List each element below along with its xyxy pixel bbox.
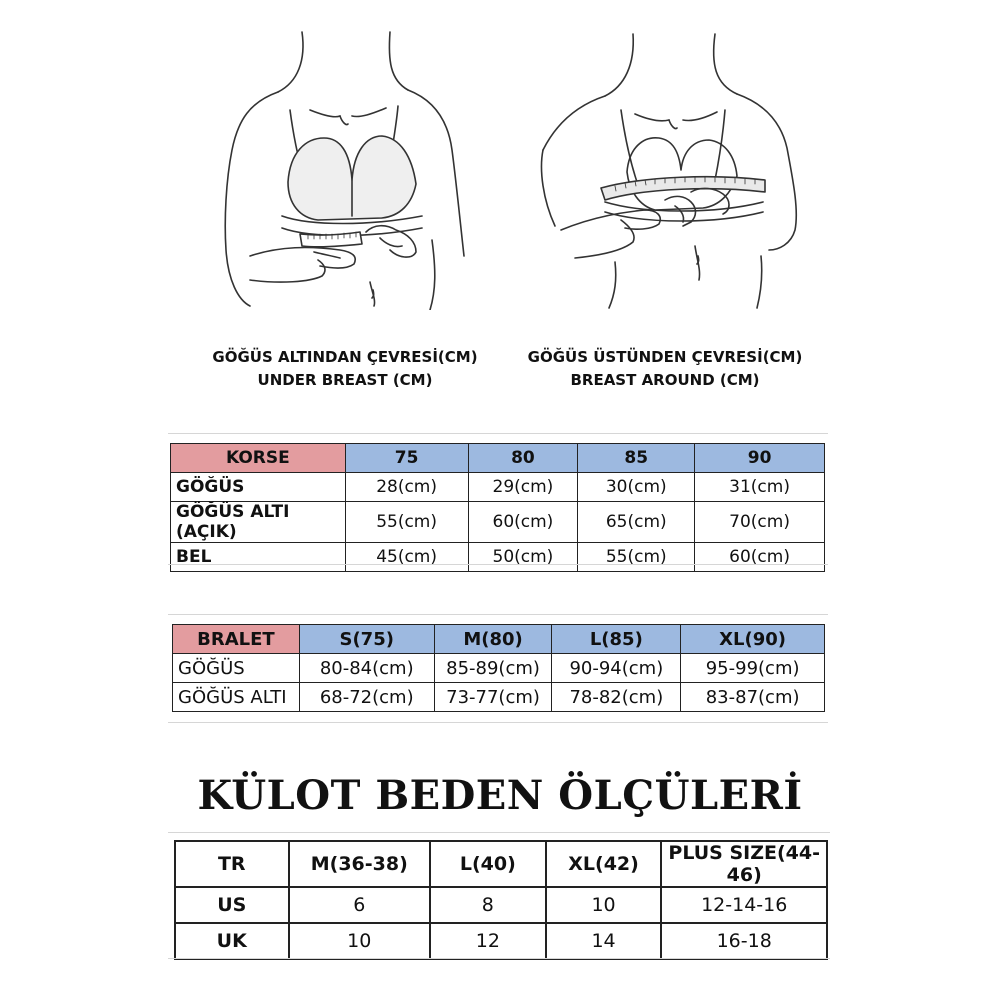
table-cell: 28(cm) — [345, 473, 468, 502]
table-cell: 83-87(cm) — [681, 683, 825, 712]
table-cell: 60(cm) — [695, 543, 825, 572]
kulot-header-size: L(40) — [430, 841, 546, 887]
kulot-header-label: TR — [175, 841, 289, 887]
korse-size-table — [170, 443, 825, 572]
breast-around-caption — [500, 346, 830, 392]
table-cell: 90-94(cm) — [552, 654, 681, 683]
table-cell: 12 — [430, 923, 546, 959]
bralet-header-row — [173, 625, 825, 654]
bralet-header-size: M(80) — [434, 625, 552, 654]
row-label: UK — [175, 923, 289, 959]
table-cell: 55(cm) — [345, 502, 468, 543]
table-cell: 80-84(cm) — [299, 654, 434, 683]
row-label: BEL — [171, 543, 346, 572]
under-breast-caption-en: UNDER BREAST (CM) — [257, 371, 433, 389]
korse-guide-line — [168, 564, 828, 565]
table-cell: 68-72(cm) — [299, 683, 434, 712]
table-cell: 78-82(cm) — [552, 683, 681, 712]
table-cell: 10 — [546, 887, 662, 923]
table-cell: 45(cm) — [345, 543, 468, 572]
row-label: GÖĞÜS ALTI — [173, 683, 300, 712]
row-label: GÖĞÜS ALTI (AÇIK) — [171, 502, 346, 543]
table-row — [173, 683, 825, 712]
row-label: GÖĞÜS — [171, 473, 346, 502]
kulot-header-size: PLUS SIZE(44-46) — [661, 841, 827, 887]
table-row — [171, 543, 825, 572]
bralet-header-label: BRALET — [173, 625, 300, 654]
kulot-header-size: XL(42) — [546, 841, 662, 887]
korse-header-label: KORSE — [171, 444, 346, 473]
table-cell: 6 — [289, 887, 431, 923]
table-cell: 30(cm) — [578, 473, 695, 502]
kulot-header-size: M(36-38) — [289, 841, 431, 887]
korse-header-size: 85 — [578, 444, 695, 473]
table-cell: 95-99(cm) — [681, 654, 825, 683]
under-breast-caption-tr: GÖĞÜS ALTINDAN ÇEVRESİ(CM) — [212, 348, 478, 366]
table-cell: 60(cm) — [468, 502, 578, 543]
table-row — [173, 654, 825, 683]
table-cell: 65(cm) — [578, 502, 695, 543]
table-cell: 8 — [430, 887, 546, 923]
table-cell: 70(cm) — [695, 502, 825, 543]
row-label: US — [175, 887, 289, 923]
kulot-guide-line — [168, 832, 830, 833]
breast-around-caption-tr: GÖĞÜS ÜSTÜNDEN ÇEVRESİ(CM) — [527, 348, 803, 366]
korse-header-size: 90 — [695, 444, 825, 473]
kulot-title: KÜLOT BEDEN ÖLÇÜLERİ — [197, 772, 803, 819]
table-cell: 50(cm) — [468, 543, 578, 572]
breast-around-measurement-illustration — [525, 30, 825, 310]
korse-header-row — [171, 444, 825, 473]
bralet-guide-line — [168, 722, 828, 723]
table-cell: 16-18 — [661, 923, 827, 959]
bralet-header-size: L(85) — [552, 625, 681, 654]
korse-guide-line — [168, 433, 828, 434]
table-row — [171, 473, 825, 502]
table-cell: 55(cm) — [578, 543, 695, 572]
table-row — [171, 502, 825, 543]
korse-header-size: 80 — [468, 444, 578, 473]
bralet-guide-line — [168, 614, 828, 615]
bralet-size-table — [172, 624, 825, 712]
korse-header-size: 75 — [345, 444, 468, 473]
breast-around-caption-en: BREAST AROUND (CM) — [570, 371, 760, 389]
table-row — [175, 923, 827, 959]
kulot-header-row — [175, 841, 827, 887]
table-cell: 73-77(cm) — [434, 683, 552, 712]
under-breast-caption — [180, 346, 510, 392]
table-cell: 85-89(cm) — [434, 654, 552, 683]
row-label: GÖĞÜS — [173, 654, 300, 683]
under-breast-measurement-illustration — [190, 20, 490, 310]
bralet-header-size: XL(90) — [681, 625, 825, 654]
table-cell: 31(cm) — [695, 473, 825, 502]
table-cell: 14 — [546, 923, 662, 959]
bralet-header-size: S(75) — [299, 625, 434, 654]
kulot-size-table — [174, 840, 828, 960]
table-cell: 29(cm) — [468, 473, 578, 502]
kulot-guide-line — [168, 958, 830, 959]
table-row — [175, 887, 827, 923]
table-cell: 10 — [289, 923, 431, 959]
table-cell: 12-14-16 — [661, 887, 827, 923]
